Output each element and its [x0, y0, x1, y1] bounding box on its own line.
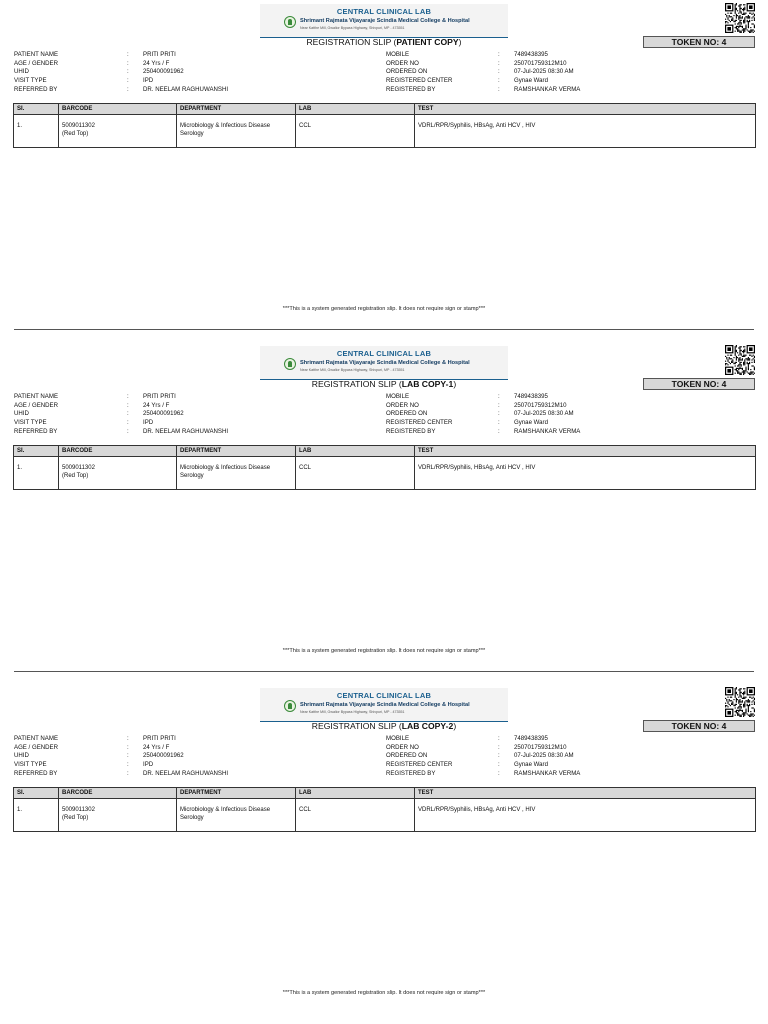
hospital-header — [260, 346, 508, 379]
hospital-logo-icon — [284, 700, 296, 712]
lab-name: CENTRAL CLINICAL LAB — [336, 691, 432, 700]
copy-type: PATIENT COPY — [396, 37, 459, 47]
cell-department — [177, 115, 296, 148]
cell-lab: CCL — [296, 799, 415, 832]
cell-barcode — [59, 457, 177, 490]
visit-type-value: IPD — [143, 419, 154, 426]
table-row — [14, 115, 756, 148]
registered-by-label: REGISTERED BY — [386, 770, 436, 777]
college-name: Shrimant Rajmata Vijayaraje Scindia Medical College & Hospital — [300, 360, 470, 366]
registered-center-label: REGISTERED CENTER — [386, 419, 453, 426]
cell-barcode — [59, 799, 177, 832]
slip-divider — [14, 671, 754, 672]
slip-title: REGISTRATION SLIP (LAB COPY-1) — [311, 379, 457, 389]
colon: : — [498, 402, 500, 409]
copy-type: LAB COPY-2 — [401, 721, 454, 731]
ordered-on-label: ORDERED ON — [386, 410, 428, 417]
cell-barcode — [59, 115, 177, 148]
colon: : — [127, 428, 129, 435]
qr-code-icon — [725, 687, 755, 717]
colon: : — [498, 761, 500, 768]
ordered-on-value: 07-Jul-2025 08:30 AM — [514, 68, 574, 75]
cell-lab: CCL — [296, 457, 415, 490]
col-si: SI. — [14, 788, 59, 799]
cell-si: 1. — [14, 115, 59, 148]
hospital-header — [260, 688, 508, 721]
registered-center-value: Gynae Ward — [514, 77, 548, 84]
college-address: Near Katthe Mill, Gwalior Bypass Highway, Shivpuri, MP - 473551 — [300, 368, 405, 372]
colon: : — [498, 770, 500, 777]
qr-code-icon — [725, 3, 755, 33]
table-header-row — [14, 446, 756, 457]
referred-by-label: REFERRED BY — [14, 428, 58, 435]
colon: : — [127, 51, 129, 58]
ordered-on-value: 07-Jul-2025 08:30 AM — [514, 410, 574, 417]
slip-title: REGISTRATION SLIP (PATIENT COPY) — [306, 37, 462, 47]
tube-type: (Red Top) — [62, 815, 89, 821]
colon: : — [498, 86, 500, 93]
college-name: Shrimant Rajmata Vijayaraje Scindia Medical College & Hospital — [300, 702, 470, 708]
table-row — [14, 799, 756, 832]
order-no-value: 250701759312M10 — [514, 60, 567, 67]
department-line-2: Serology — [180, 131, 204, 137]
token-number: TOKEN NO: 4 — [643, 378, 755, 390]
order-no-value: 250701759312M10 — [514, 402, 567, 409]
colon: : — [127, 752, 129, 759]
registered-by-value: RAMSHANKAR VERMA — [514, 428, 581, 435]
test-table — [13, 103, 756, 148]
registered-by-label: REGISTERED BY — [386, 428, 436, 435]
uhid-label: UHID — [14, 752, 29, 759]
lab-name: CENTRAL CLINICAL LAB — [336, 349, 432, 358]
qr-code-icon — [725, 345, 755, 375]
patient-name-label: PATIENT NAME — [14, 51, 59, 58]
hospital-logo-icon — [284, 358, 296, 370]
ordered-on-label: ORDERED ON — [386, 68, 428, 75]
col-test: TEST — [415, 788, 756, 799]
patient-name-value: PRITI PRITI — [143, 735, 176, 742]
colon: : — [127, 86, 129, 93]
col-test: TEST — [415, 446, 756, 457]
colon: : — [498, 393, 500, 400]
college-address: Near Katthe Mill, Gwalior Bypass Highway, Shivpuri, MP - 473551 — [300, 26, 405, 30]
registered-center-value: Gynae Ward — [514, 419, 548, 426]
test-table — [13, 787, 756, 832]
colon: : — [127, 744, 129, 751]
order-no-label: ORDER NO — [386, 60, 419, 67]
uhid-label: UHID — [14, 410, 29, 417]
referred-by-value: DR. NEELAM RAGHUWANSHI — [143, 86, 229, 93]
age-gender-value: 24 Yrs / F — [143, 60, 170, 67]
visit-type-label: VISIT TYPE — [14, 77, 47, 84]
order-no-value: 250701759312M10 — [514, 744, 567, 751]
colon: : — [127, 761, 129, 768]
patient-name-value: PRITI PRITI — [143, 51, 176, 58]
department-line-2: Serology — [180, 815, 204, 821]
referred-by-value: DR. NEELAM RAGHUWANSHI — [143, 770, 229, 777]
registered-by-label: REGISTERED BY — [386, 86, 436, 93]
uhid-value: 250400091962 — [143, 410, 184, 417]
tube-type: (Red Top) — [62, 473, 89, 479]
system-generated-note: ***This is a system generated registration slip. It does not require sign or stamp*** — [282, 990, 486, 996]
cell-test: VDRL/RPR/Syphilis, HBsAg, Anti HCV , HIV — [415, 799, 756, 832]
registered-by-value: RAMSHANKAR VERMA — [514, 86, 581, 93]
mobile-label: MOBILE — [386, 51, 410, 58]
colon: : — [498, 419, 500, 426]
table-header-row — [14, 788, 756, 799]
mobile-label: MOBILE — [386, 393, 410, 400]
referred-by-label: REFERRED BY — [14, 86, 58, 93]
colon: : — [127, 60, 129, 67]
registration-slip-patient-copy — [0, 0, 768, 330]
registration-slip-lab-copy-1 — [0, 342, 768, 672]
mobile-value: 7489438395 — [514, 393, 548, 400]
token-number: TOKEN NO: 4 — [643, 36, 755, 48]
registration-slip-lab-copy-2 — [0, 684, 768, 1014]
hospital-logo-icon — [284, 16, 296, 28]
mobile-value: 7489438395 — [514, 735, 548, 742]
test-table — [13, 445, 756, 490]
registered-center-label: REGISTERED CENTER — [386, 761, 453, 768]
visit-type-value: IPD — [143, 77, 154, 84]
colon: : — [127, 393, 129, 400]
cell-lab: CCL — [296, 115, 415, 148]
colon: : — [127, 77, 129, 84]
col-lab: LAB — [296, 104, 415, 115]
registered-center-value: Gynae Ward — [514, 761, 548, 768]
colon: : — [127, 770, 129, 777]
colon: : — [127, 410, 129, 417]
system-generated-note: ***This is a system generated registration slip. It does not require sign or stamp*** — [282, 648, 486, 654]
department-line-1: Microbiology & Infectious Disease — [180, 465, 271, 471]
referred-by-value: DR. NEELAM RAGHUWANSHI — [143, 428, 229, 435]
col-barcode: BARCODE — [59, 446, 177, 457]
college-name: Shrimant Rajmata Vijayaraje Scindia Medical College & Hospital — [300, 18, 470, 24]
uhid-value: 250400091962 — [143, 68, 184, 75]
colon: : — [498, 752, 500, 759]
colon: : — [498, 744, 500, 751]
cell-si: 1. — [14, 457, 59, 490]
col-si: SI. — [14, 104, 59, 115]
colon: : — [498, 51, 500, 58]
col-department: DEPARTMENT — [177, 788, 296, 799]
col-department: DEPARTMENT — [177, 104, 296, 115]
patient-name-label: PATIENT NAME — [14, 735, 59, 742]
age-gender-label: AGE / GENDER — [14, 60, 59, 67]
col-si: SI. — [14, 446, 59, 457]
colon: : — [498, 77, 500, 84]
hospital-header — [260, 4, 508, 37]
age-gender-value: 24 Yrs / F — [143, 402, 170, 409]
cell-si: 1. — [14, 799, 59, 832]
department-line-1: Microbiology & Infectious Disease — [180, 123, 271, 129]
barcode-number: 5009011302 — [62, 465, 95, 471]
slip-divider — [14, 329, 754, 330]
patient-name-label: PATIENT NAME — [14, 393, 59, 400]
colon: : — [127, 68, 129, 75]
ordered-on-label: ORDERED ON — [386, 752, 428, 759]
ordered-on-value: 07-Jul-2025 08:30 AM — [514, 752, 574, 759]
colon: : — [498, 735, 500, 742]
colon: : — [127, 402, 129, 409]
patient-name-value: PRITI PRITI — [143, 393, 176, 400]
colon: : — [498, 428, 500, 435]
token-number: TOKEN NO: 4 — [643, 720, 755, 732]
barcode-number: 5009011302 — [62, 123, 95, 129]
mobile-value: 7489438395 — [514, 51, 548, 58]
registered-center-label: REGISTERED CENTER — [386, 77, 453, 84]
tube-type: (Red Top) — [62, 131, 89, 137]
referred-by-label: REFERRED BY — [14, 770, 58, 777]
col-test: TEST — [415, 104, 756, 115]
age-gender-label: AGE / GENDER — [14, 744, 59, 751]
col-barcode: BARCODE — [59, 788, 177, 799]
system-generated-note: ***This is a system generated registration slip. It does not require sign or stamp*** — [282, 306, 486, 312]
visit-type-value: IPD — [143, 761, 154, 768]
visit-type-label: VISIT TYPE — [14, 419, 47, 426]
mobile-label: MOBILE — [386, 735, 410, 742]
colon: : — [127, 735, 129, 742]
lab-name: CENTRAL CLINICAL LAB — [336, 7, 432, 16]
col-lab: LAB — [296, 446, 415, 457]
barcode-number: 5009011302 — [62, 807, 95, 813]
department-line-2: Serology — [180, 473, 204, 479]
order-no-label: ORDER NO — [386, 744, 419, 751]
colon: : — [498, 60, 500, 67]
cell-department — [177, 799, 296, 832]
table-row — [14, 457, 756, 490]
cell-test: VDRL/RPR/Syphilis, HBsAg, Anti HCV , HIV — [415, 457, 756, 490]
col-department: DEPARTMENT — [177, 446, 296, 457]
colon: : — [498, 68, 500, 75]
cell-test: VDRL/RPR/Syphilis, HBsAg, Anti HCV , HIV — [415, 115, 756, 148]
copy-type: LAB COPY-1 — [401, 379, 454, 389]
uhid-label: UHID — [14, 68, 29, 75]
age-gender-label: AGE / GENDER — [14, 402, 59, 409]
department-line-1: Microbiology & Infectious Disease — [180, 807, 271, 813]
uhid-value: 250400091962 — [143, 752, 184, 759]
cell-department — [177, 457, 296, 490]
visit-type-label: VISIT TYPE — [14, 761, 47, 768]
col-barcode: BARCODE — [59, 104, 177, 115]
registered-by-value: RAMSHANKAR VERMA — [514, 770, 581, 777]
college-address: Near Katthe Mill, Gwalior Bypass Highway, Shivpuri, MP - 473551 — [300, 710, 405, 714]
age-gender-value: 24 Yrs / F — [143, 744, 170, 751]
order-no-label: ORDER NO — [386, 402, 419, 409]
col-lab: LAB — [296, 788, 415, 799]
colon: : — [127, 419, 129, 426]
slip-title: REGISTRATION SLIP (LAB COPY-2) — [311, 721, 457, 731]
table-header-row — [14, 104, 756, 115]
colon: : — [498, 410, 500, 417]
